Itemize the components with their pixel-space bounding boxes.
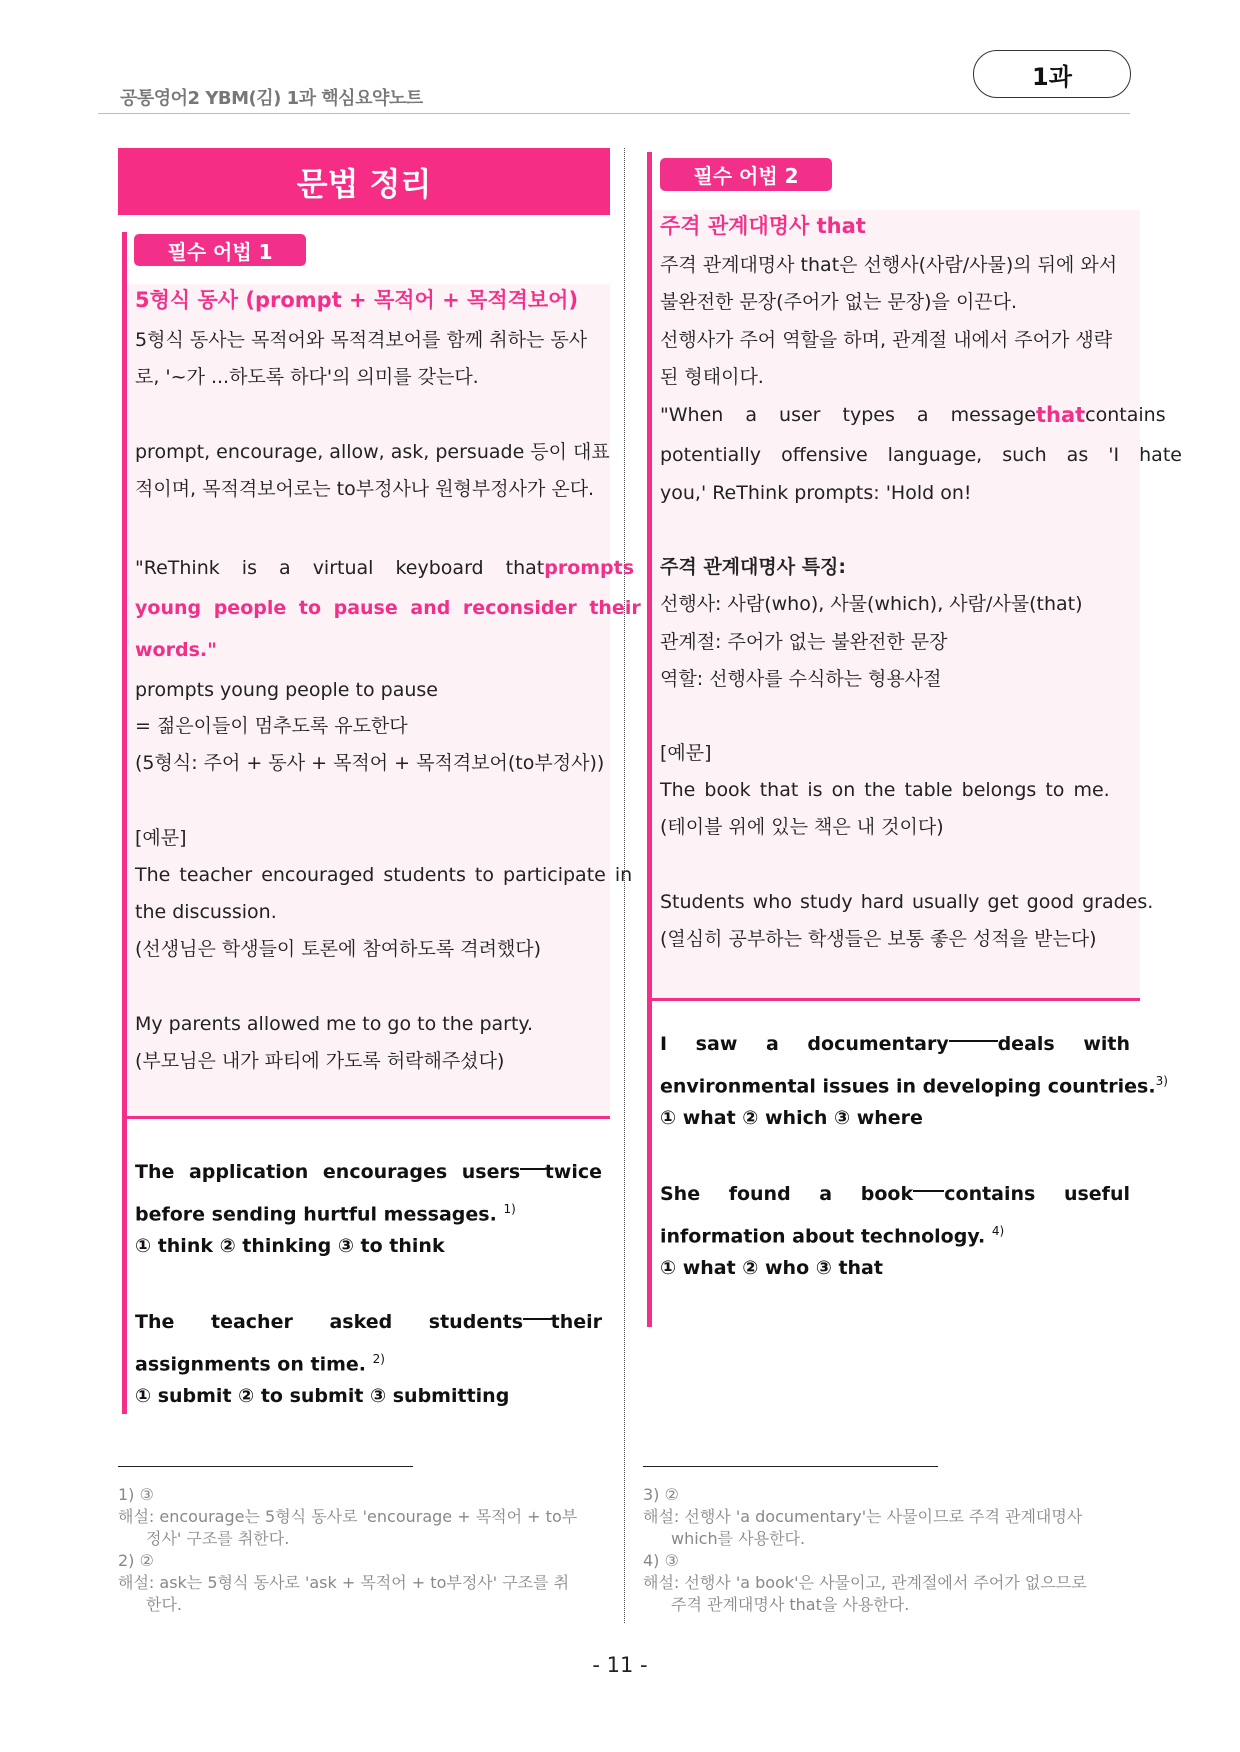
features-title: 주격 관계대명사 특징: xyxy=(660,556,847,578)
analysis-line: (5형식: 주어 + 동사 + 목적어 + 목적격보어(to부정사)) xyxy=(135,752,605,774)
description-line: 불완전한 문장(주어가 없는 문장)을 이끈다. xyxy=(660,291,1018,313)
header-divider xyxy=(98,113,1130,114)
question-1-line: The application encourages users twice xyxy=(135,1154,602,1191)
quote-line: you,' ReThink prompts: 'Hold on! xyxy=(660,482,972,504)
analysis-line: = 젊은이들이 멈추도록 유도한다 xyxy=(135,715,408,737)
question-1-line: before sending hurtful messages. $^{1)}$ xyxy=(135,1202,516,1226)
footnote-text: 해설: 선행사 'a documentary'는 사물이므로 주격 관계대명사 xyxy=(643,1507,1083,1526)
footnote-text: 정사' 구조를 취한다. xyxy=(146,1529,290,1548)
document-title: 공통영어2 YBM(김) 1과 핵심요약노트 xyxy=(120,88,423,109)
example-en: My parents allowed me to go to the party. xyxy=(135,1013,533,1035)
example-en: the discussion. xyxy=(135,901,277,923)
footnote-divider xyxy=(118,1466,413,1467)
answer-blank xyxy=(523,1304,550,1320)
page-number: - 11 - xyxy=(592,1653,648,1677)
analysis-line: prompts young people to pause xyxy=(135,679,438,701)
example-ko: (열심히 공부하는 학생들은 보통 좋은 성적을 받는다) xyxy=(660,928,1097,950)
footnote-ref[interactable]: 3) xyxy=(1155,1074,1168,1088)
footnote-ref[interactable]: 2) xyxy=(372,1352,385,1366)
question-3-options: ① what ② which ③ where xyxy=(660,1107,923,1129)
description-line: 로, '~가 ...하도록 하다'의 의미를 갖는다. xyxy=(135,366,479,388)
answer-blank xyxy=(913,1176,944,1192)
question-4-options: ① what ② who ③ that xyxy=(660,1257,883,1279)
grammar-section-1 xyxy=(122,232,641,1414)
footnote-divider xyxy=(643,1466,938,1467)
description-line: 선행사가 주어 역할을 하며, 관계절 내에서 주어가 생략 xyxy=(660,329,1113,351)
footnote-text: 주격 관계대명사 that을 사용한다. xyxy=(671,1595,910,1614)
footnote-text: which를 사용한다. xyxy=(671,1529,806,1548)
footnote-ref[interactable]: 1) xyxy=(503,1202,516,1216)
description-line: 된 형태이다. xyxy=(660,366,764,388)
answer-blank xyxy=(949,1026,998,1042)
grammar-heading: 5형식 동사 (prompt + 목적어 + 목적격보어) xyxy=(135,288,579,312)
footnote-text: 해설: 선행사 'a book'은 사물이고, 관계절에서 주어가 없으므로 xyxy=(643,1573,1087,1592)
footnote-number: 3) ② xyxy=(643,1485,679,1504)
footnote-text: 해설: ask는 5형식 동사로 'ask + 목적어 + to부정사' 구조를 취 xyxy=(118,1573,570,1592)
question-1-options: ① think ② thinking ③ to think xyxy=(135,1235,445,1257)
question-4-line: She found a book contains useful xyxy=(660,1176,1130,1213)
question-2-line: The teacher asked students their xyxy=(135,1304,602,1341)
footnote-text: 해설: encourage는 5형식 동사로 'encourage + 목적어 + to부 xyxy=(118,1507,578,1526)
footnote-ref[interactable]: 4) xyxy=(991,1224,1005,1238)
quote-line-highlight: young people to pause and reconsider their xyxy=(135,597,641,619)
grammar-heading: 주격 관계대명사 that xyxy=(660,214,866,238)
footnotes-left xyxy=(118,1484,608,1616)
example-ko: (부모님은 내가 파티에 가도록 허락해주셨다) xyxy=(135,1050,505,1072)
feature-item: 역할: 선행사를 수식하는 형용사절 xyxy=(660,668,942,690)
feature-item: 관계절: 주어가 없는 불완전한 문장 xyxy=(660,631,948,653)
answer-blank xyxy=(520,1154,545,1170)
footnote-number: 1) ③ xyxy=(118,1485,154,1504)
grammar-tag-2: 필수 어법 2 xyxy=(660,158,832,191)
quote-line: potentially offensive language, such as 'I hate xyxy=(660,444,1182,466)
example-en: Students who study hard usually get good grades. xyxy=(660,891,1154,913)
grammar-tag-1: 필수 어법 1 xyxy=(134,234,306,266)
description-line: 5형식 동사는 목적어와 목적격보어를 함께 취하는 동사 xyxy=(135,329,588,351)
example-label: [예문] xyxy=(135,827,187,849)
footnotes-right xyxy=(643,1484,1133,1616)
example-en: The teacher encouraged students to participate in xyxy=(135,864,633,886)
question-2-options: ① submit ② to submit ③ submitting xyxy=(135,1385,510,1407)
feature-item: 선행사: 사람(who), 사물(which), 사람/사물(that) xyxy=(660,593,1083,615)
verbs-line: 적이며, 목적격보어로는 to부정사나 원형부정사가 온다. xyxy=(135,478,595,500)
example-label: [예문] xyxy=(660,742,712,764)
lesson-badge: 1과 xyxy=(973,50,1131,98)
footnote-number: 2) ② xyxy=(118,1551,154,1570)
question-2-line: assignments on time. $^{2)}$ xyxy=(135,1352,385,1376)
explanation-box-bottom-border xyxy=(652,998,1140,1001)
footnote-number: 4) ③ xyxy=(643,1551,679,1570)
question-3-line: environmental issues in developing countries.$^{3)}$ xyxy=(660,1074,1168,1098)
explanation-box-bottom-border xyxy=(127,1116,610,1119)
footnote-text: 한다. xyxy=(146,1595,182,1614)
quote-line-highlight: words." xyxy=(135,639,218,661)
verbs-line: prompt, encourage, allow, ask, persuade 등이 대표 xyxy=(135,441,610,463)
question-4-line: information about technology. $^{4)}$ xyxy=(660,1224,1005,1248)
example-ko: (테이블 위에 있는 책은 내 것이다) xyxy=(660,816,944,838)
section-banner: 문법 정리 xyxy=(118,148,610,215)
description-line: 주격 관계대명사 that은 선행사(사람/사물)의 뒤에 와서 xyxy=(660,254,1118,276)
quote-line: "When a user types a message that contains xyxy=(660,403,1166,427)
question-3-line: I saw a documentary deals with xyxy=(660,1026,1130,1063)
quote-line: "ReThink is a virtual keyboard that prompts xyxy=(135,557,635,579)
grammar-section-2 xyxy=(647,152,1182,1327)
example-ko: (선생님은 학생들이 토론에 참여하도록 격려했다) xyxy=(135,938,542,960)
example-en: The book that is on the table belongs to me. xyxy=(660,779,1110,801)
